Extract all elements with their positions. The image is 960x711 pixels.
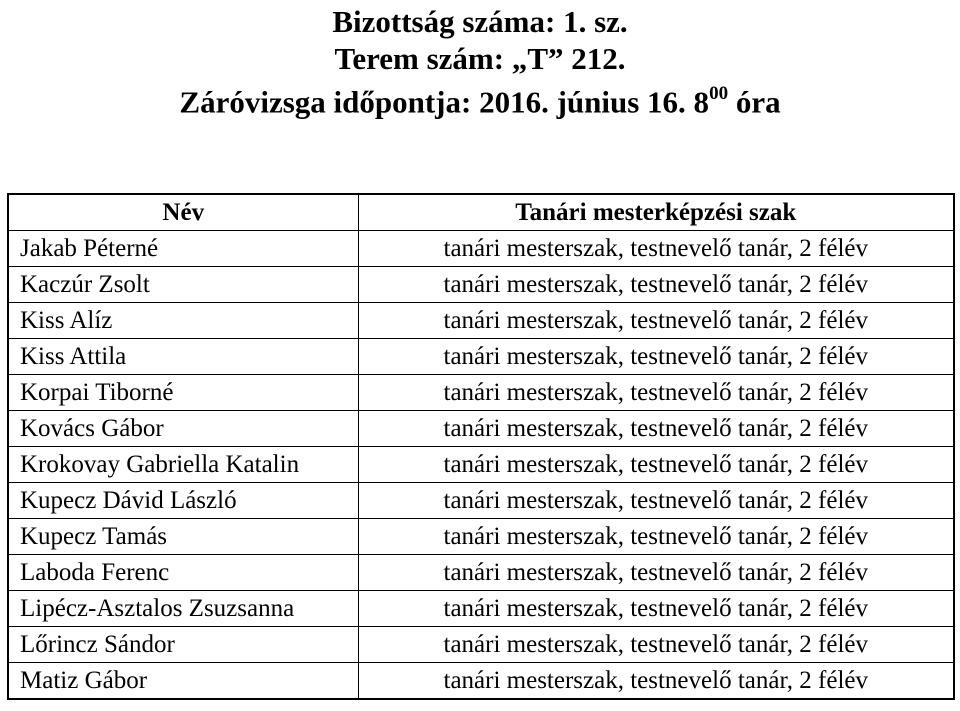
student-name-cell: Matiz Gábor xyxy=(8,663,358,700)
major-cell: tanári mesterszak, testnevelő tanár, 2 félév xyxy=(358,519,954,555)
table-row xyxy=(8,483,954,519)
major-cell: tanári mesterszak, testnevelő tanár, 2 félév xyxy=(358,591,954,627)
table-row xyxy=(8,339,954,375)
exam-time-prefix: Záróvizsga időpontja: 2016. június 16. 8 xyxy=(179,84,710,120)
student-name-cell: Lőrincz Sándor xyxy=(8,627,358,663)
major-cell: tanári mesterszak, testnevelő tanár, 2 félév xyxy=(358,267,954,303)
exam-time xyxy=(0,77,960,120)
student-table xyxy=(7,193,955,700)
table-row xyxy=(8,663,954,700)
major-cell: tanári mesterszak, testnevelő tanár, 2 félév xyxy=(358,231,954,267)
column-header-major: Tanári mesterképzési szak xyxy=(358,194,954,231)
student-name-cell: Korpai Tiborné xyxy=(8,375,358,411)
student-name-cell: Kupecz Dávid László xyxy=(8,483,358,519)
major-cell: tanári mesterszak, testnevelő tanár, 2 félév xyxy=(358,303,954,339)
table-row xyxy=(8,447,954,483)
major-cell: tanári mesterszak, testnevelő tanár, 2 félév xyxy=(358,375,954,411)
table-row xyxy=(8,231,954,267)
student-table-container xyxy=(7,193,953,700)
student-name-cell: Lipécz-Asztalos Zsuzsanna xyxy=(8,591,358,627)
table-row xyxy=(8,591,954,627)
student-name-cell: Kiss Attila xyxy=(8,339,358,375)
major-cell: tanári mesterszak, testnevelő tanár, 2 félév xyxy=(358,411,954,447)
table-row xyxy=(8,627,954,663)
column-header-name: Név xyxy=(8,194,358,231)
major-cell: tanári mesterszak, testnevelő tanár, 2 félév xyxy=(358,339,954,375)
student-name-cell: Kiss Alíz xyxy=(8,303,358,339)
table-row xyxy=(8,303,954,339)
major-cell: tanári mesterszak, testnevelő tanár, 2 félév xyxy=(358,447,954,483)
major-cell: tanári mesterszak, testnevelő tanár, 2 félév xyxy=(358,663,954,700)
table-row xyxy=(8,375,954,411)
table-row xyxy=(8,519,954,555)
exam-time-suffix: óra xyxy=(728,84,781,120)
committee-number: Bizottság száma: 1. sz. xyxy=(332,4,628,39)
major-cell: tanári mesterszak, testnevelő tanár, 2 félév xyxy=(358,483,954,519)
exam-time-minutes: 00 xyxy=(709,83,729,104)
table-row xyxy=(8,411,954,447)
student-name-cell: Kovács Gábor xyxy=(8,411,358,447)
document-header xyxy=(0,0,960,120)
student-name-cell: Krokovay Gabriella Katalin xyxy=(8,447,358,483)
major-cell: tanári mesterszak, testnevelő tanár, 2 félév xyxy=(358,627,954,663)
room-number: Terem szám: „T” 212. xyxy=(334,41,626,76)
table-header-row xyxy=(8,194,954,231)
table-body xyxy=(8,231,954,700)
major-cell: tanári mesterszak, testnevelő tanár, 2 félév xyxy=(358,555,954,591)
student-name-cell: Jakab Péterné xyxy=(8,231,358,267)
student-name-cell: Laboda Ferenc xyxy=(8,555,358,591)
table-row xyxy=(8,267,954,303)
student-name-cell: Kupecz Tamás xyxy=(8,519,358,555)
table-row xyxy=(8,555,954,591)
student-name-cell: Kaczúr Zsolt xyxy=(8,267,358,303)
